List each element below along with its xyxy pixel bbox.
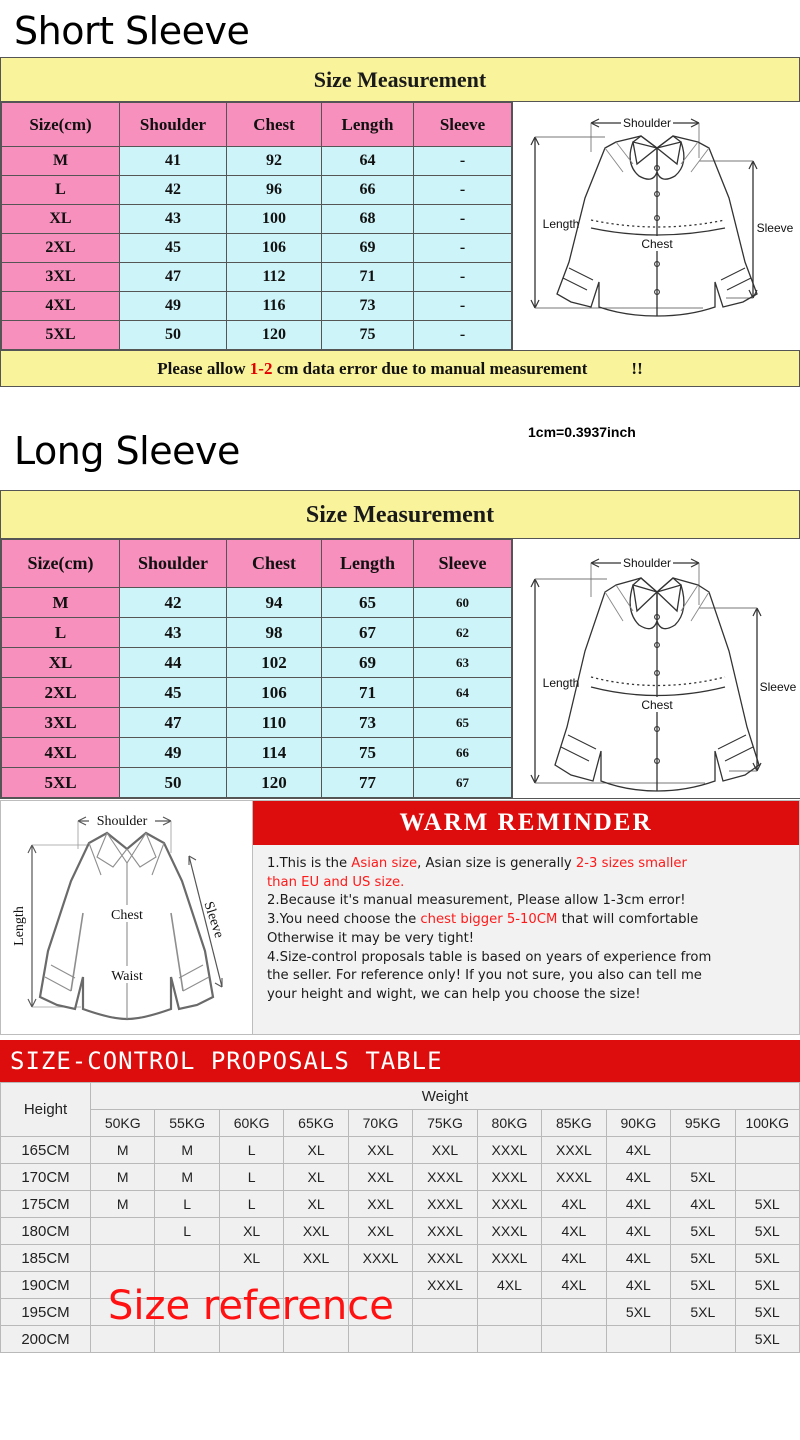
warm-reminder-title: WARM REMINDER <box>399 809 653 836</box>
cell-size-recommendation: L <box>219 1191 283 1218</box>
cell-size-recommendation: 5XL <box>671 1164 735 1191</box>
weight-column-header: 70KG <box>348 1110 412 1137</box>
col-chest: Chest <box>227 540 322 588</box>
reminder-line: Otherwise it may be very tight! <box>267 930 475 946</box>
cell-shoulder: 49 <box>120 738 227 768</box>
cell-length: 69 <box>322 234 414 263</box>
weight-column-header: 65KG <box>284 1110 348 1137</box>
cell-size-recommendation: XXXL <box>413 1164 477 1191</box>
cell-size-recommendation <box>155 1299 219 1326</box>
warm-reminder-pane <box>253 800 800 1035</box>
cell-length: 71 <box>322 678 414 708</box>
cell-size-recommendation <box>155 1326 219 1353</box>
cell-shoulder: 49 <box>120 292 227 321</box>
cell-shoulder: 41 <box>120 147 227 176</box>
cell-size: 2XL <box>2 234 120 263</box>
cell-size-recommendation: 4XL <box>671 1191 735 1218</box>
cell-height: 170CM <box>1 1164 91 1191</box>
cell-sleeve: 67 <box>414 768 512 798</box>
cell-shoulder: 45 <box>120 234 227 263</box>
reminder-line: 2.Because it's manual measurement, Please allow 1-3cm error! <box>267 893 686 909</box>
shirt-diagram-long <box>512 539 800 798</box>
cell-size: 4XL <box>2 738 120 768</box>
cell-size-recommendation <box>348 1272 412 1299</box>
cell-size-recommendation <box>155 1245 219 1272</box>
table-header-row <box>2 540 512 588</box>
col-shoulder: Shoulder <box>120 540 227 588</box>
cell-sleeve: - <box>414 292 512 321</box>
header-weight: Weight <box>91 1083 800 1110</box>
shirt-illustration-icon <box>513 102 800 321</box>
cell-shoulder: 50 <box>120 321 227 350</box>
label-chest: Chest <box>111 908 143 923</box>
weight-group-header-row <box>1 1083 800 1110</box>
cell-size-recommendation <box>91 1245 155 1272</box>
cell-sleeve: 64 <box>414 678 512 708</box>
cell-length: 66 <box>322 176 414 205</box>
cell-size-recommendation <box>477 1326 541 1353</box>
cell-chest: 106 <box>227 678 322 708</box>
table-row <box>2 292 512 321</box>
table-row <box>2 147 512 176</box>
cell-size-recommendation: 5XL <box>671 1272 735 1299</box>
size-control-block <box>0 1040 800 1353</box>
label-sleeve: Sleeve <box>759 680 797 694</box>
cell-shoulder: 47 <box>120 263 227 292</box>
col-length: Length <box>322 540 414 588</box>
cell-sleeve: - <box>414 321 512 350</box>
cell-size-recommendation <box>91 1299 155 1326</box>
cell-chest: 100 <box>227 205 322 234</box>
cell-sleeve: - <box>414 205 512 234</box>
weight-column-header: 55KG <box>155 1110 219 1137</box>
cell-sleeve: - <box>414 263 512 292</box>
cell-size-recommendation: 4XL <box>606 1245 670 1272</box>
cell-chest: 120 <box>227 768 322 798</box>
cell-size: 3XL <box>2 263 120 292</box>
weight-columns-row <box>1 1110 800 1137</box>
cell-size-recommendation: 4XL <box>542 1218 606 1245</box>
cell-length: 65 <box>322 588 414 618</box>
cell-length: 64 <box>322 147 414 176</box>
label-chest: Chest <box>641 237 673 251</box>
cell-size-recommendation: XXL <box>348 1137 412 1164</box>
cell-size-recommendation: XXXL <box>413 1245 477 1272</box>
long-sleeve-size-block <box>0 490 800 799</box>
cell-size-recommendation: 4XL <box>542 1191 606 1218</box>
cell-length: 75 <box>322 321 414 350</box>
page-title-long-sleeve: Long Sleeve <box>14 429 240 473</box>
cell-sleeve: 66 <box>414 738 512 768</box>
label-chest: Chest <box>641 698 673 712</box>
cell-size-recommendation: XL <box>284 1137 348 1164</box>
cell-size-recommendation <box>735 1137 799 1164</box>
cell-length: 73 <box>322 708 414 738</box>
label-shoulder: Shoulder <box>622 556 672 570</box>
table-row <box>2 588 512 618</box>
cell-sleeve: - <box>414 234 512 263</box>
table-row <box>2 738 512 768</box>
cell-length: 77 <box>322 768 414 798</box>
cell-size-recommendation: M <box>91 1164 155 1191</box>
note-highlight: 1-2 <box>249 359 273 378</box>
cell-size-recommendation <box>477 1299 541 1326</box>
warm-reminder-body <box>253 845 799 1005</box>
label-length: Length <box>542 217 580 231</box>
cell-size: M <box>2 147 120 176</box>
note-exclamation: !! <box>631 359 643 378</box>
cell-chest: 92 <box>227 147 322 176</box>
short-sleeve-body <box>1 102 799 350</box>
cell-size-recommendation: XXXL <box>542 1137 606 1164</box>
label-sleeve: Sleeve <box>756 221 794 235</box>
cell-size: XL <box>2 205 120 234</box>
reminder-line: than EU and US size. <box>267 874 405 890</box>
cell-size-recommendation: 4XL <box>606 1137 670 1164</box>
cell-shoulder: 45 <box>120 678 227 708</box>
cell-size-recommendation: XL <box>284 1164 348 1191</box>
cell-size-recommendation <box>219 1326 283 1353</box>
cell-size-recommendation: XXL <box>348 1191 412 1218</box>
shirt-diagram-short <box>512 102 800 350</box>
short-sleeve-table <box>1 102 512 350</box>
cell-size: 3XL <box>2 708 120 738</box>
table-row <box>2 234 512 263</box>
size-control-title-bar <box>0 1040 800 1082</box>
cell-chest: 102 <box>227 648 322 678</box>
cell-shoulder: 47 <box>120 708 227 738</box>
jacket-illustration-icon <box>1 801 252 1034</box>
cell-size-recommendation <box>348 1299 412 1326</box>
cell-size: M <box>2 588 120 618</box>
cell-size-recommendation <box>91 1326 155 1353</box>
cell-chest: 116 <box>227 292 322 321</box>
mid-section <box>0 800 800 1035</box>
label-waist: Waist <box>111 969 143 984</box>
cell-size-recommendation <box>606 1326 670 1353</box>
cell-size-recommendation: XXXL <box>477 1218 541 1245</box>
size-control-title: SIZE-CONTROL PROPOSALS TABLE <box>10 1047 443 1075</box>
cell-sleeve: 62 <box>414 618 512 648</box>
cell-size-recommendation: 4XL <box>542 1245 606 1272</box>
cell-size-recommendation: XXL <box>284 1218 348 1245</box>
cell-sleeve: 65 <box>414 708 512 738</box>
reminder-line: the seller. For reference only! If you not sure, you also can tell me <box>267 968 702 984</box>
table-row <box>1 1299 800 1326</box>
weight-column-header: 95KG <box>671 1110 735 1137</box>
cell-size-recommendation: XL <box>219 1218 283 1245</box>
note-suffix: cm data error due to manual measurement <box>272 359 588 378</box>
col-shoulder: Shoulder <box>120 103 227 147</box>
table-row <box>2 618 512 648</box>
cell-size-recommendation <box>284 1272 348 1299</box>
col-sleeve: Sleeve <box>414 103 512 147</box>
cell-size-recommendation <box>671 1326 735 1353</box>
table-row <box>2 205 512 234</box>
long-sleeve-body <box>1 539 799 798</box>
weight-column-header: 80KG <box>477 1110 541 1137</box>
label-length: Length <box>542 676 580 690</box>
weight-column-header: 75KG <box>413 1110 477 1137</box>
reminder-line: your height and wight, we can help you choose the size! <box>267 987 641 1003</box>
col-chest: Chest <box>227 103 322 147</box>
cell-length: 68 <box>322 205 414 234</box>
cell-sleeve: - <box>414 176 512 205</box>
cell-size-recommendation: 4XL <box>606 1272 670 1299</box>
cell-size-recommendation: 5XL <box>606 1299 670 1326</box>
cell-chest: 98 <box>227 618 322 648</box>
cell-chest: 114 <box>227 738 322 768</box>
cell-size-recommendation: L <box>219 1164 283 1191</box>
reminder-line: 4.Size-control proposals table is based on years of experience from <box>267 949 712 965</box>
warm-reminder-title-bar <box>253 801 799 845</box>
cell-height: 200CM <box>1 1326 91 1353</box>
weight-column-header: 90KG <box>606 1110 670 1137</box>
size-reference-overlay-text: Size reference <box>108 1283 394 1329</box>
table-header-row <box>2 103 512 147</box>
label-sleeve: Sleeve <box>200 899 227 940</box>
table-row <box>1 1191 800 1218</box>
reminder-line: 3.You need choose the chest bigger 5-10CM that will comfortable <box>267 912 699 928</box>
cell-size-recommendation <box>413 1326 477 1353</box>
cell-chest: 112 <box>227 263 322 292</box>
cell-chest: 106 <box>227 234 322 263</box>
cell-length: 69 <box>322 648 414 678</box>
cell-size-recommendation <box>219 1272 283 1299</box>
cell-size-recommendation: XL <box>219 1245 283 1272</box>
cell-size-recommendation: 5XL <box>671 1245 735 1272</box>
cell-size-recommendation: 4XL <box>606 1218 670 1245</box>
cell-size: XL <box>2 648 120 678</box>
cell-sleeve: - <box>414 147 512 176</box>
cell-size-recommendation: 5XL <box>735 1272 799 1299</box>
cell-size-recommendation <box>348 1326 412 1353</box>
cell-size: L <box>2 618 120 648</box>
cell-size-recommendation: 4XL <box>606 1164 670 1191</box>
cell-height: 185CM <box>1 1245 91 1272</box>
cell-size-recommendation: XXXL <box>542 1164 606 1191</box>
cell-size-recommendation: XXXL <box>413 1272 477 1299</box>
cell-height: 165CM <box>1 1137 91 1164</box>
reminder-line: 1.This is the Asian size, Asian size is generally 2-3 sizes smaller <box>267 856 687 871</box>
table-row <box>2 708 512 738</box>
cell-shoulder: 43 <box>120 205 227 234</box>
cell-size-recommendation <box>671 1137 735 1164</box>
cell-chest: 96 <box>227 176 322 205</box>
cell-size-recommendation <box>284 1299 348 1326</box>
cell-size-recommendation: 5XL <box>671 1299 735 1326</box>
weight-column-header: 100KG <box>735 1110 799 1137</box>
cell-size: 2XL <box>2 678 120 708</box>
cell-chest: 110 <box>227 708 322 738</box>
cell-size-recommendation: XXXL <box>413 1191 477 1218</box>
cell-height: 180CM <box>1 1218 91 1245</box>
cell-sleeve: 60 <box>414 588 512 618</box>
short-sleeve-size-block <box>0 57 800 387</box>
cell-height: 190CM <box>1 1272 91 1299</box>
shirt-illustration-icon <box>513 539 800 797</box>
cell-shoulder: 42 <box>120 588 227 618</box>
size-measurement-header-long: Size Measurement <box>1 491 799 539</box>
table-row <box>2 321 512 350</box>
cell-shoulder: 42 <box>120 176 227 205</box>
col-length: Length <box>322 103 414 147</box>
cell-shoulder: 43 <box>120 618 227 648</box>
cell-chest: 120 <box>227 321 322 350</box>
cell-chest: 94 <box>227 588 322 618</box>
cell-size-recommendation: XXXL <box>477 1245 541 1272</box>
col-sleeve: Sleeve <box>414 540 512 588</box>
cell-size-recommendation: 4XL <box>606 1191 670 1218</box>
cell-size-recommendation <box>284 1326 348 1353</box>
cell-size-recommendation <box>91 1272 155 1299</box>
cell-size-recommendation: 5XL <box>735 1191 799 1218</box>
cell-size-recommendation: XXXL <box>413 1218 477 1245</box>
table-row <box>1 1272 800 1299</box>
size-control-table <box>0 1082 800 1353</box>
cell-size-recommendation: M <box>155 1137 219 1164</box>
cell-size-recommendation: 5XL <box>671 1218 735 1245</box>
cell-sleeve: 63 <box>414 648 512 678</box>
cell-length: 67 <box>322 618 414 648</box>
long-sleeve-table <box>1 539 512 798</box>
cell-size-recommendation <box>155 1272 219 1299</box>
cell-size-recommendation <box>413 1299 477 1326</box>
cell-length: 71 <box>322 263 414 292</box>
header-height: Height <box>1 1083 91 1137</box>
cell-size-recommendation: XXXL <box>477 1137 541 1164</box>
cell-size-recommendation: M <box>91 1137 155 1164</box>
inch-conversion-note: 1cm=0.3937inch <box>528 424 636 440</box>
cell-shoulder: 50 <box>120 768 227 798</box>
label-length: Length <box>12 906 27 946</box>
jacket-diagram-pane <box>0 800 253 1035</box>
cell-height: 175CM <box>1 1191 91 1218</box>
cell-size: 5XL <box>2 321 120 350</box>
label-shoulder: Shoulder <box>96 814 148 829</box>
cell-size-recommendation: 5XL <box>735 1218 799 1245</box>
weight-column-header: 60KG <box>219 1110 283 1137</box>
cell-size-recommendation: XXL <box>348 1164 412 1191</box>
weight-column-header: 50KG <box>91 1110 155 1137</box>
cell-size-recommendation <box>542 1326 606 1353</box>
cell-size-recommendation: XXXL <box>348 1245 412 1272</box>
table-row <box>2 176 512 205</box>
table-row <box>1 1245 800 1272</box>
cell-size-recommendation: L <box>219 1137 283 1164</box>
cell-size-recommendation: 5XL <box>735 1245 799 1272</box>
cell-size-recommendation <box>735 1164 799 1191</box>
cell-size-recommendation: 4XL <box>542 1272 606 1299</box>
cell-shoulder: 44 <box>120 648 227 678</box>
cell-size-recommendation <box>91 1218 155 1245</box>
label-shoulder: Shoulder <box>622 116 672 130</box>
cell-size-recommendation: M <box>155 1164 219 1191</box>
cell-size-recommendation: XXL <box>348 1218 412 1245</box>
cell-length: 75 <box>322 738 414 768</box>
cell-length: 73 <box>322 292 414 321</box>
note-prefix: Please allow <box>157 359 250 378</box>
cell-size-recommendation: XXL <box>284 1245 348 1272</box>
table-row <box>2 648 512 678</box>
cell-height: 195CM <box>1 1299 91 1326</box>
table-row <box>1 1326 800 1353</box>
table-row <box>2 768 512 798</box>
cell-size: 5XL <box>2 768 120 798</box>
table-row <box>1 1137 800 1164</box>
cell-size-recommendation: XXL <box>413 1137 477 1164</box>
table-row <box>2 263 512 292</box>
cell-size: L <box>2 176 120 205</box>
table-row <box>2 678 512 708</box>
cell-size-recommendation: L <box>155 1218 219 1245</box>
col-size: Size(cm) <box>2 103 120 147</box>
cell-size-recommendation: XXXL <box>477 1164 541 1191</box>
cell-size-recommendation: L <box>155 1191 219 1218</box>
col-size: Size(cm) <box>2 540 120 588</box>
weight-column-header: 85KG <box>542 1110 606 1137</box>
cell-size-recommendation: XL <box>284 1191 348 1218</box>
size-measurement-header-short: Size Measurement <box>1 58 799 102</box>
cell-size-recommendation: XXXL <box>477 1191 541 1218</box>
table-row <box>1 1218 800 1245</box>
cell-size: 4XL <box>2 292 120 321</box>
cell-size-recommendation: 4XL <box>477 1272 541 1299</box>
measurement-error-note-short <box>1 350 799 386</box>
cell-size-recommendation <box>219 1299 283 1326</box>
page-title-short-sleeve: Short Sleeve <box>14 9 250 53</box>
table-row <box>1 1164 800 1191</box>
cell-size-recommendation: M <box>91 1191 155 1218</box>
cell-size-recommendation: 5XL <box>735 1326 799 1353</box>
cell-size-recommendation: 5XL <box>735 1299 799 1326</box>
cell-size-recommendation <box>542 1299 606 1326</box>
